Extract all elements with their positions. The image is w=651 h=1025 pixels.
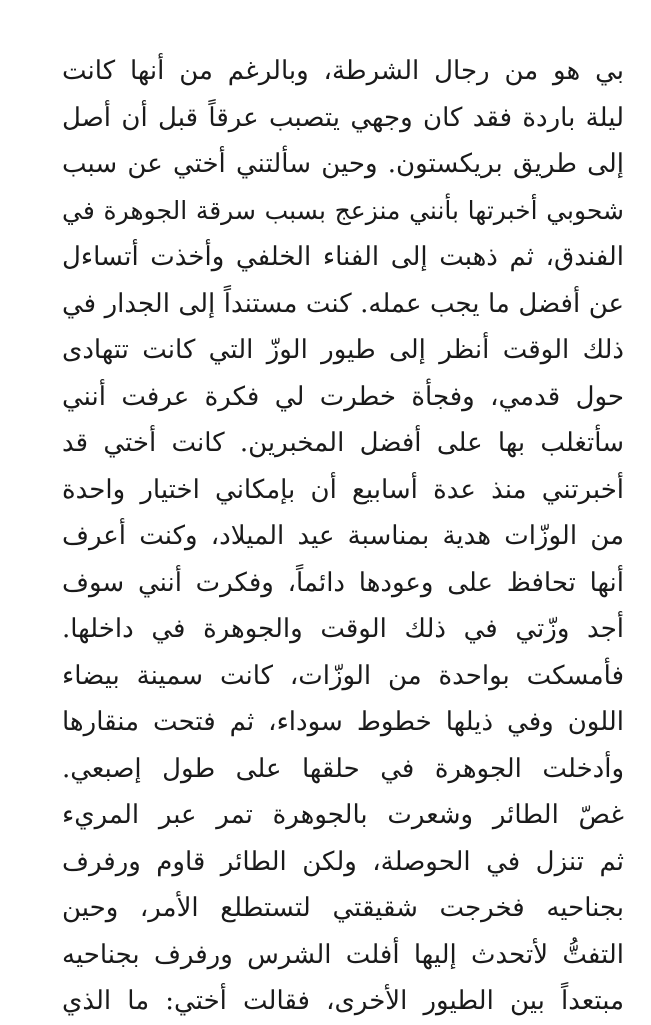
text-line: ذلك الوقت أنظر إلى طيور الوزّ التي كانت تتهادى [62,335,624,365]
text-line: سأتغلب بها على أفضل المخبرين. كانت أختي قد [62,428,624,458]
text-line: شحوبي أخبرتها بأنني منزعج بسبب سرقة الجوهرة في [62,195,624,225]
text-line: أجد وزّتي في ذلك الوقت والجوهرة في داخلها. [62,614,624,644]
text-line: أنها تحافظ على وعودها دائماً، وفكرت أنني سوف [62,567,624,598]
text-line: بي هو من رجال الشرطة، وبالرغم من أنها كانت [62,56,624,86]
text-line: من الوزّات هدية بمناسبة عيد الميلاد، وكنت أعرف [62,521,624,551]
text-page [62,48,624,1025]
text-line: مبتعداً بين الطيور الأخرى، فقالت أختي: ما الذي [62,986,624,1016]
text-line: اللون وفي ذيلها خطوط سوداء، ثم فتحت منقارها [62,707,624,737]
text-line: بجناحيه فخرجت شقيقتي لتستطلع الأمر، وحين [62,893,624,923]
text-line: ليلة باردة فقد كان وجهي يتصبب عرقاً قبل أن أصل [62,102,624,133]
text-line: إلى طريق بريكستون. وحين سألتني أختي عن سبب [62,149,624,179]
text-line: غصّ الطائر وشعرت بالجوهرة تمر عبر المريء [62,800,624,830]
text-line: أخبرتني منذ عدة أسابيع أن بإمكاني اختيار واحدة [62,474,624,505]
text-line: التفتُّ لأتحدث إليها أفلت الشرس ورفرف بجناحيه [62,939,624,970]
text-line: ثم تنزل في الحوصلة، ولكن الطائر قاوم ورفرف [62,846,624,877]
text-line: عن أفضل ما يجب عمله. كنت مستنداً إلى الجدار في [62,288,624,319]
text-line: وأدخلت الجوهرة في حلقها على طول إصبعي. [62,753,624,784]
text-line: فأمسكت بواحدة من الوزّات، كانت سمينة بيضاء [62,660,624,691]
text-line: الفندق، ثم ذهبت إلى الفناء الخلفي وأخذت أتساءل [62,242,624,272]
text-line: حول قدمي، وفجأة خطرت لي فكرة عرفت أنني [62,381,624,412]
